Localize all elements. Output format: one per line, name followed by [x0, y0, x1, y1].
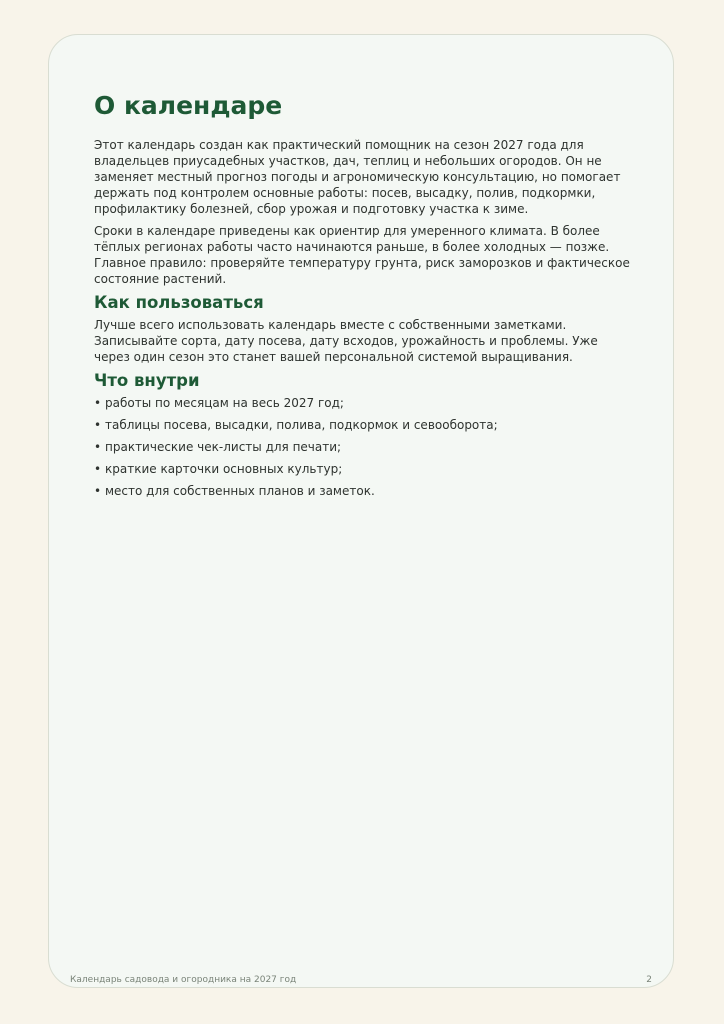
list-item-text: краткие карточки основных культур;: [105, 462, 343, 476]
page-card: [48, 34, 674, 988]
inside-heading: Что внутри: [94, 371, 200, 390]
list-item-text: практические чек-листы для печати;: [105, 440, 342, 454]
list-item-text: таблицы посева, высадки, полива, подкормок и севооборота;: [105, 418, 498, 432]
list-item-text: место для собственных планов и заметок.: [105, 484, 375, 498]
intro-paragraph-2: Сроки в календаре приведены как ориентир для умеренного климата. В более тёплых регионах работы часто начинаются раньше, в более холодных — позже. Главное правило: проверяйте температуру грунта, риск заморозков и фактическое состояние растений.: [94, 224, 630, 286]
page-number: 2: [646, 975, 652, 985]
inside-list: [94, 395, 634, 499]
page-title: О календаре: [94, 91, 283, 120]
bullet-icon: •: [94, 418, 102, 432]
how-to-use-paragraph: Лучше всего использовать календарь вместе с собственными заметками. Записывайте сорта, дату посева, дату всходов, урожайность и проблемы. Уже через один сезон это станет вашей персональной системой выращивания.: [94, 318, 598, 364]
page-content: [94, 89, 634, 505]
list-item: [94, 461, 634, 477]
list-item: [94, 417, 634, 433]
intro-paragraph-1: Этот календарь создан как практический помощник на сезон 2027 года для владельцев приусадебных участков, дач, теплиц и небольших огородов. Он не заменяет местный прогноз погоды и агрономическую консультацию, но помогает держать под контролем основные работы: посев, высадку, полив, подкормки, профилактику болезней, сбор урожая и подготовку участка к зиме.: [94, 138, 621, 216]
bullet-icon: •: [94, 484, 102, 498]
footer-title: Календарь садовода и огородника на 2027 год: [70, 975, 297, 985]
how-to-use-heading: Как пользоваться: [94, 293, 264, 312]
list-item: [94, 439, 634, 455]
list-item-text: работы по месяцам на весь 2027 год;: [105, 396, 344, 410]
bullet-icon: •: [94, 462, 102, 476]
list-item: [94, 395, 634, 411]
bullet-icon: •: [94, 440, 102, 454]
list-item: [94, 483, 634, 499]
bullet-icon: •: [94, 396, 102, 410]
